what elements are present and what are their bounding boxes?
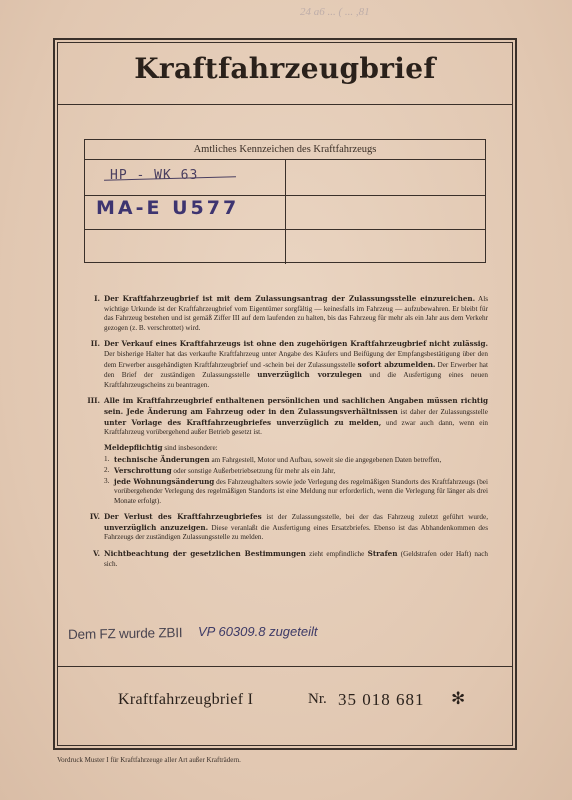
reporting-item <box>104 477 488 507</box>
item-bold: technische Änderungen <box>114 455 210 465</box>
rule-text: und die Ausfertigung eines neuen Kraftfahrzeugscheins zu beantragen. <box>104 371 488 389</box>
item-text: am Fahrgestell, Motor und Aufbau, soweit sie die angegebenen Daten betreffen, <box>209 456 442 465</box>
bottom-divider <box>57 666 513 667</box>
rule-text: Diese veranlaßt die Ausfertigung eines Ersatzbriefes. Ebenso ist das Abhandenkommen des Fahrzeugs der zuständigen Zulassungsstelle zu melden. <box>104 523 488 542</box>
item-text: oder sonstige Außerbetriebsetzung für mehr als ein Jahr, <box>171 466 336 475</box>
rule-1 <box>84 294 488 333</box>
brief-nr-label: Nr. <box>308 691 327 707</box>
fz-handwritten-number: VP 60309.8 zugeteilt <box>198 624 318 639</box>
item-bold: jede Wohnungsänderung <box>114 476 215 486</box>
fz-assignment-stamp: Dem FZ wurde ZBII <box>67 625 183 642</box>
rule-bold: Alle im Kraftfahrzeugbrief enthaltenen persönlichen und sachlichen Angaben müssen richtig sein. Jede Änderung am Fahrzeug oder in den Zulassungsverhältnissen <box>104 396 488 416</box>
rule-text: zieht empfindliche <box>305 550 368 559</box>
rule-bold: Der Verlust des Kraftfahrzeugbriefes <box>104 512 262 522</box>
rule-text: ist daher der Zulassungsstelle <box>397 407 488 416</box>
rule-number: IV. <box>89 512 100 522</box>
brief-serial-number: 35 018 681 <box>338 690 425 709</box>
reporting-intro <box>104 443 488 454</box>
rule-bold: Der Kraftfahrzeugbrief ist mit dem Zulassungsantrag der Zulassungsstelle einzureichen. <box>104 294 476 303</box>
rule-number: III. <box>87 396 100 406</box>
item-text: des Fahrzeughalters sowie jede Verlegung des regelmäßigen Standorts des Kraftfahrzeugs (bei vorübergehender Verlegung des regelmäßigen Standorts ist eine Meldung nur erforderlich, wenn die Verlegung für länger als drei Monate erfolgt). <box>114 477 488 505</box>
new-plate-stamp: MA-E U577 <box>96 197 240 219</box>
reporting-item <box>104 466 488 477</box>
rule-bold: unter Vorlage des Kraftfahrzeugbriefes unverzüglich zu melden, <box>104 417 382 427</box>
item-number: 2. <box>104 465 110 474</box>
top-scribble: 24 a6 ... ( ... ,81 <box>300 6 370 18</box>
brief-label: Kraftfahrzeugbrief I <box>118 691 254 708</box>
rule-bold: Strafen <box>367 549 398 559</box>
item-bold: Verschrottung <box>114 465 172 475</box>
rule-text: Als wichtige Urkunde ist der Kraftfahrzeugbrief vom Eigentümer sorgfältig — keinesfalls im Fahrzeug — aufzubewahren. Er bleibt für das Fahrzeug bestehen und ist gemäß Ziffer III auf dem laufenden zu halten, bis das Fahrzeug für mehr als ein Jahr aus dem Verkehr gezogen (z. B. verschrottet) wird. <box>104 295 488 332</box>
rule-4 <box>84 512 488 543</box>
rule-bold: Der Verkauf eines Kraftfahrzeugs ist ohne den zugehörigen Kraftfahrzeugbrief nicht zulässig. <box>104 339 488 349</box>
rule-5 <box>84 549 488 569</box>
old-plate-stamp: HP - WK 63 <box>110 168 199 183</box>
reporting-item <box>104 455 488 466</box>
rule-2 <box>84 339 488 390</box>
item-number: 1. <box>104 455 110 464</box>
rule-text: (Geldstrafen oder Haft) nach sich. <box>104 550 488 568</box>
rule-bold: sofort abzumelden. <box>357 359 436 369</box>
rule-bold: Nichtbeachtung der gesetzlichen Bestimmungen <box>104 549 306 559</box>
footer-note: Vordruck Muster I für Kraftfahrzeuge aller Art außer Krafträdern. <box>57 756 241 764</box>
rule-number: II. <box>90 339 100 349</box>
rule-text: und zwar auch dann, wenn ein Kraftfahrzeug vorübergehend außer Betrieb gesetzt ist. <box>104 418 489 437</box>
reporting-intro-text: sind insbesondere: <box>162 443 218 452</box>
rules-section <box>84 294 488 575</box>
title-divider <box>57 104 513 105</box>
document-title: Kraftfahrzeugbrief <box>134 52 436 85</box>
rule-text: Der Erwerber hat den Brief der zuständigen Zulassungsstelle <box>104 360 488 380</box>
rule-text: ist der Zulassungsstelle, bei der das Fahrzeug zuletzt geführt wurde, <box>261 513 488 522</box>
rule-number: V. <box>93 549 100 559</box>
rule-number: I. <box>94 294 100 303</box>
item-number: 3. <box>104 476 110 485</box>
reporting-list <box>84 443 488 507</box>
rule-bold: unverzüglich vorzulegen <box>257 370 362 380</box>
rule-bold: unverzüglich anzuzeigen. <box>104 522 209 532</box>
rule-text: Der bisherige Halter hat das verkaufte Kraftfahrzeug unter Angabe des Käufers und Beifügung der Empfangsbestätigung über den dem Erwerber ausgehändigten Kraftfahrzeugbrief und -schein bei der Zulassungsstelle <box>104 349 488 369</box>
reporting-intro-bold: Meldepflichtig <box>104 442 163 452</box>
plate-column-divider <box>285 160 286 264</box>
star-icon: ✻ <box>451 689 466 708</box>
plate-header: Amtliches Kennzeichen des Kraftfahrzeugs <box>85 140 485 160</box>
rule-3 <box>84 396 488 437</box>
